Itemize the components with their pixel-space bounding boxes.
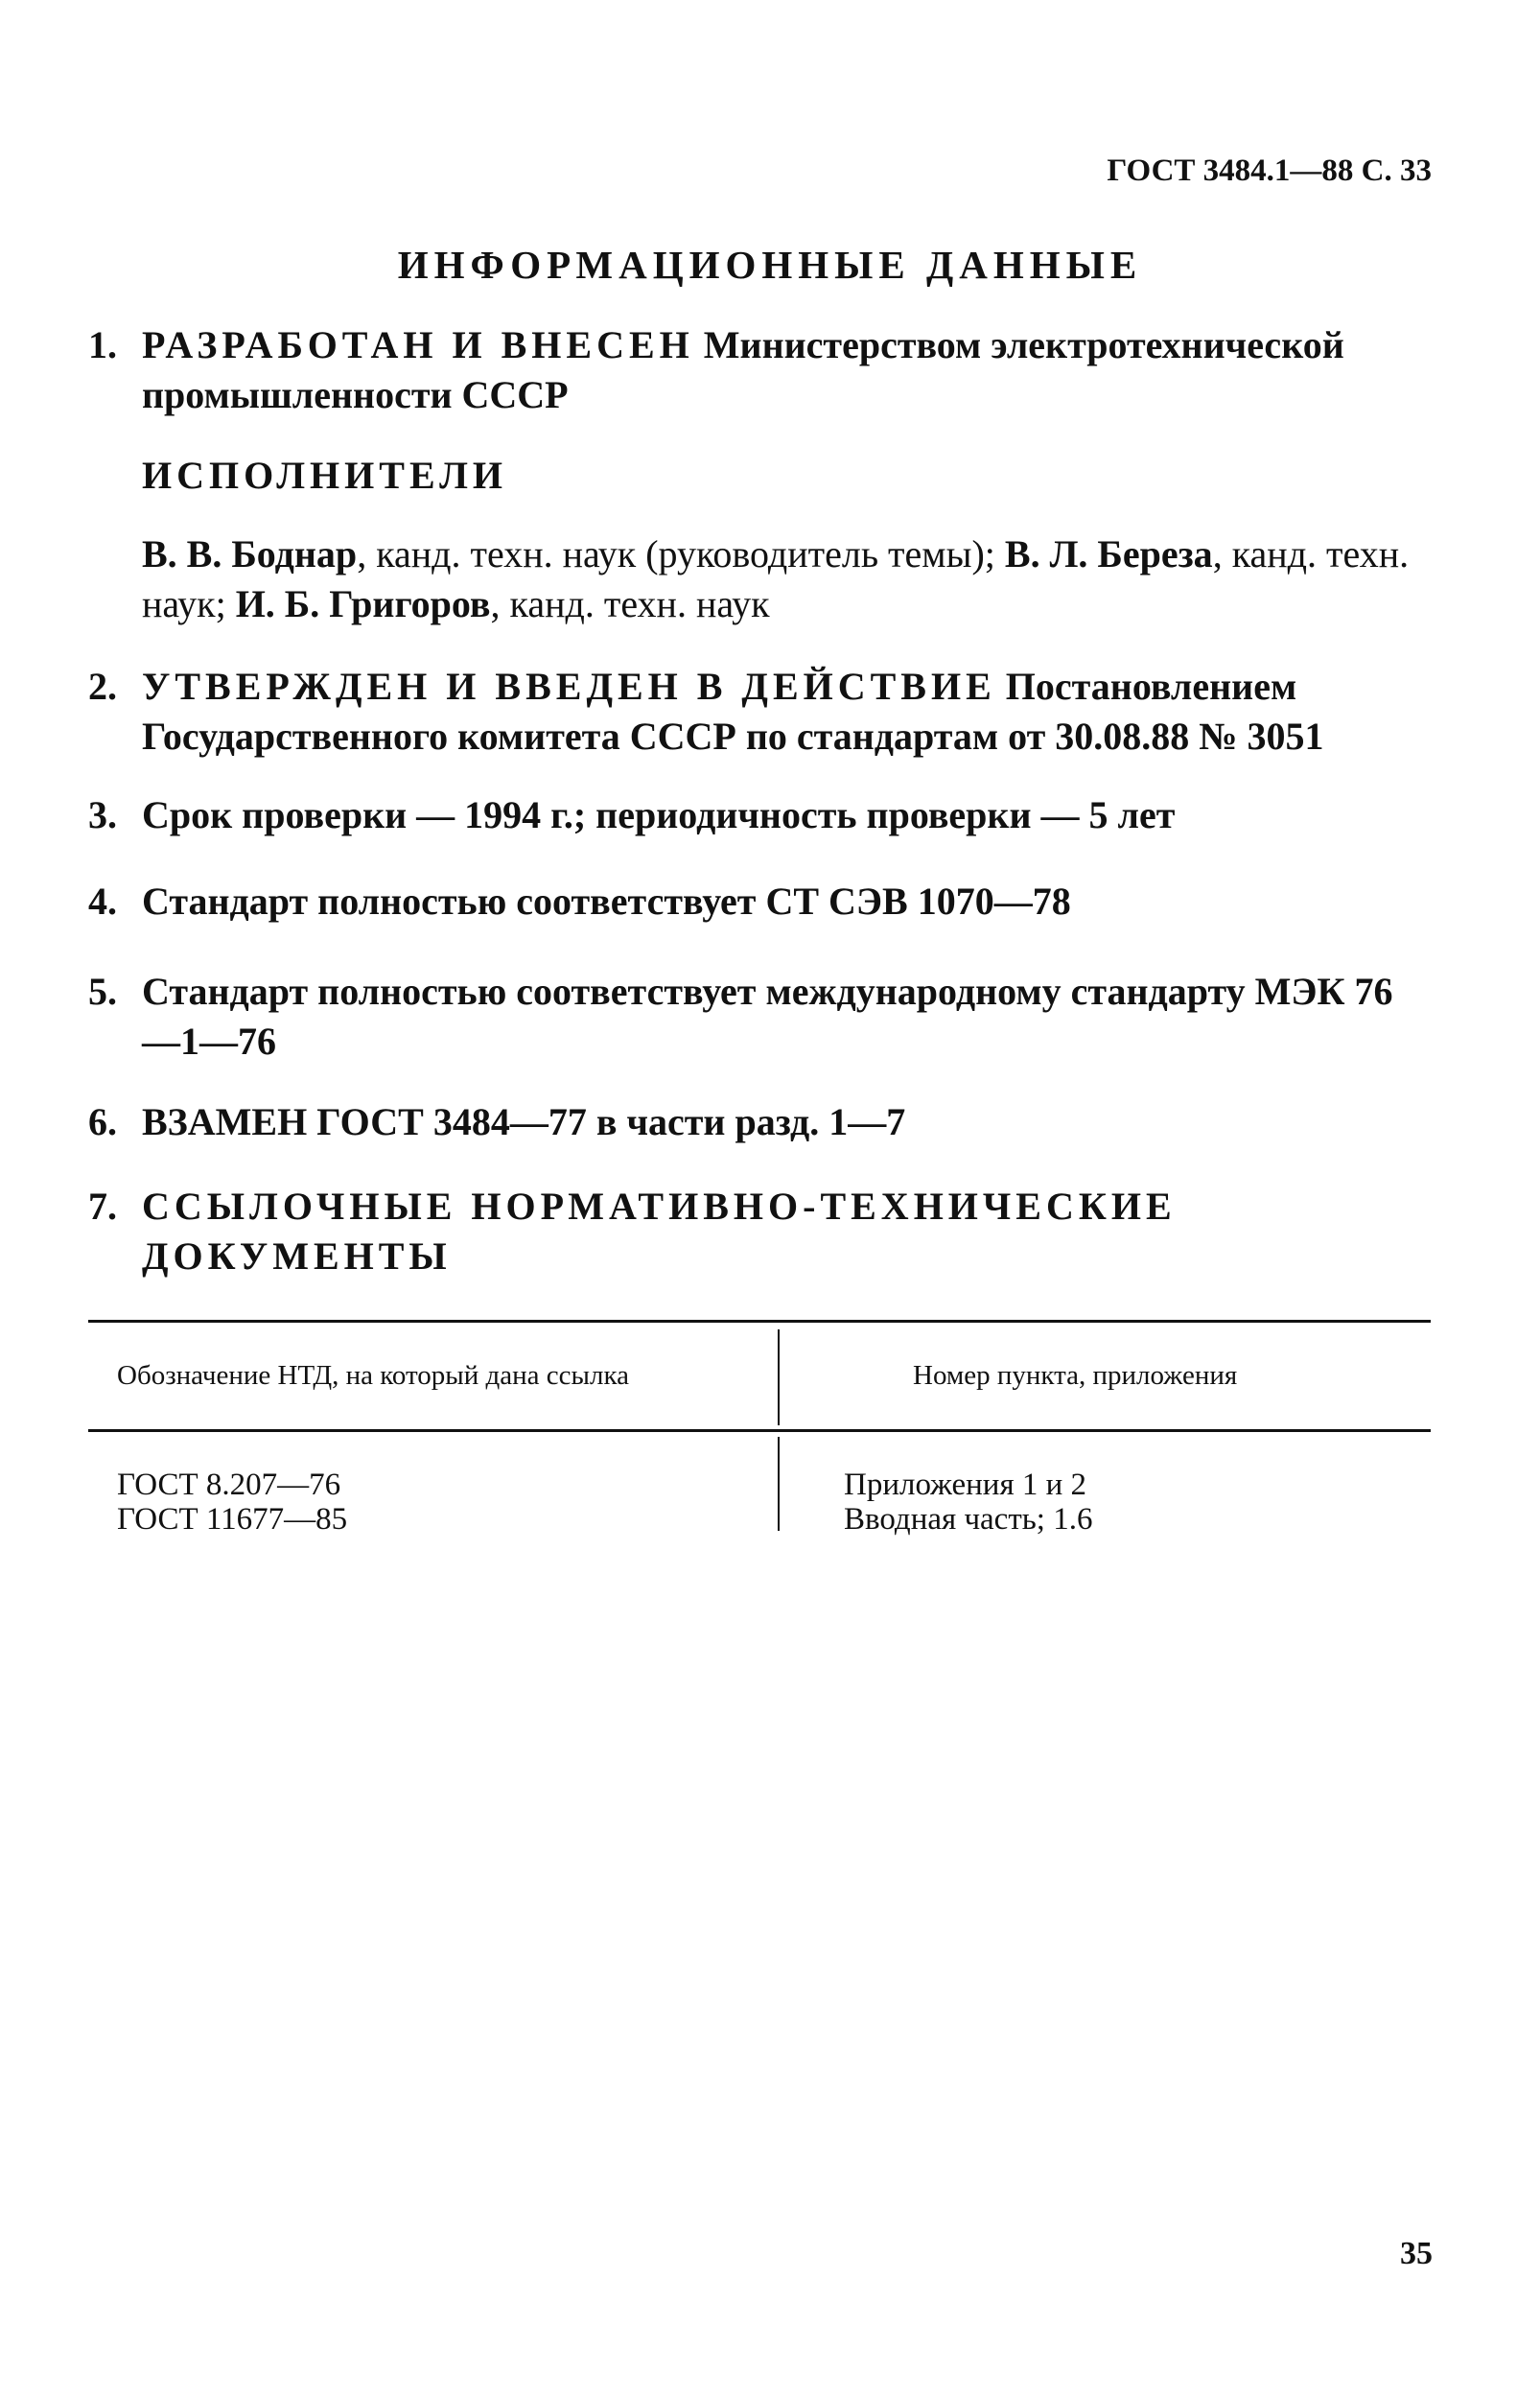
table-cell: Приложения 1 и 2 [844, 1468, 1087, 1502]
info-item-6 [88, 1097, 1431, 1147]
item-body: Министерством электротехнической промышленности СССР [142, 323, 1344, 416]
table-header-rule [88, 1429, 1431, 1432]
info-item-7 [88, 1182, 1431, 1281]
item-text: Стандарт полностью соответствует СТ СЭВ 1070—78 [142, 880, 1071, 923]
executors-title: ИСПОЛНИТЕЛИ [142, 454, 508, 497]
executor-name: И. Б. Григоров [235, 582, 491, 625]
item-text: Стандарт полностью соответствует международному стандарту МЭК 76—1—76 [142, 970, 1393, 1063]
item-text: Срок проверки — 1994 г.; периодичность проверки — 5 лет [142, 793, 1176, 836]
executor-role: , канд. техн. наук; [142, 532, 1410, 625]
section-title: ИНФОРМАЦИОННЫЕ ДАННЫЕ [397, 243, 1143, 287]
table-cell: Вводная часть; 1.6 [844, 1502, 1093, 1537]
item-text [142, 662, 1431, 762]
item-number: 6. [88, 1100, 117, 1143]
executor-name: В. Л. Береза [1004, 532, 1213, 576]
running-header: ГОСТ 3484.1—88 С. 33 [1107, 153, 1432, 188]
table-cell: ГОСТ 11677—85 [117, 1502, 348, 1537]
info-item-4 [88, 877, 1431, 927]
item-body: Постановлением Государственного комитета СССР по стандартам от 30.08.88 № 3051 [142, 665, 1324, 758]
item-number: 4. [88, 880, 117, 923]
executors-list [142, 529, 1431, 629]
info-item-3 [88, 790, 1431, 840]
table-header-cell: Номер пункта, приложения [913, 1360, 1238, 1391]
table-row [117, 1468, 347, 1537]
table-top-rule [88, 1320, 1431, 1323]
table-column-divider [778, 1437, 780, 1531]
item-number: 3. [88, 793, 117, 836]
item-text [142, 320, 1431, 420]
executor-role: , канд. техн. наук (руководитель темы); [357, 532, 1005, 576]
item-text: ССЫЛОЧНЫЕ НОРМАТИВНО-ТЕХНИЧЕСКИЕ ДОКУМЕНТЫ [142, 1185, 1177, 1278]
item-lead: УТВЕРЖДЕН И ВВЕДЕН В ДЕЙСТВИЕ [142, 665, 996, 708]
info-item-2 [88, 662, 1431, 762]
executor-role: , канд. техн. наук [490, 582, 770, 625]
item-text: ВЗАМЕН ГОСТ 3484—77 в части разд. 1—7 [142, 1100, 906, 1143]
item-number: 7. [88, 1185, 117, 1228]
item-number: 2. [88, 665, 117, 708]
item-number: 1. [88, 323, 117, 366]
info-item-1 [88, 320, 1431, 420]
executor-name: В. В. Боднар [142, 532, 358, 576]
info-item-5 [88, 967, 1431, 1067]
item-number: 5. [88, 970, 117, 1013]
table-column-divider [778, 1329, 780, 1425]
table-header-cell: Обозначение НТД, на который дана ссылка [117, 1360, 630, 1391]
item-lead: РАЗРАБОТАН И ВНЕСЕН [142, 323, 694, 366]
table-cell: ГОСТ 8.207—76 [117, 1468, 341, 1502]
table-row [844, 1468, 1092, 1537]
page-number: 35 [1400, 2236, 1433, 2271]
